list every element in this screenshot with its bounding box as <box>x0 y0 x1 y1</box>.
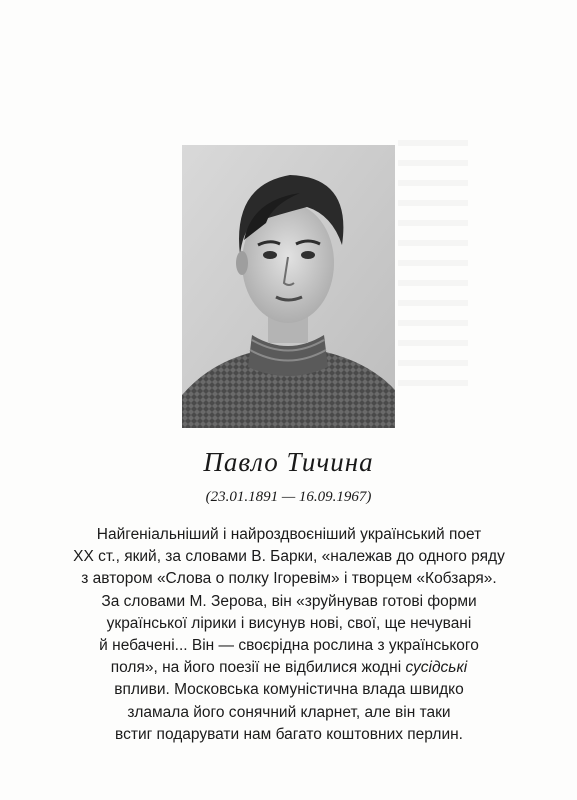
bio-line: й небачені... Він — своєрідна рослина з українського <box>99 637 479 655</box>
poet-name: Павло Тичина <box>203 447 374 477</box>
bio-line <box>60 657 518 679</box>
bio-line: української лірики і висунув нові, свої, ще нечувані <box>106 614 472 632</box>
biography-paragraph <box>60 524 518 746</box>
life-dates: (23.01.1891 — 16.09.1967) <box>205 489 372 505</box>
bio-line: За словами М. Зерова, він «зруйнував готові форми <box>101 592 477 610</box>
portrait-photo <box>182 145 395 428</box>
bio-line: XX ст., який, за словами В. Барки, «належав до одного ряду <box>73 548 505 566</box>
bleed-through-texture <box>398 140 468 400</box>
bio-line: Найгеніальніший і найроздвоєніший український поет <box>96 526 482 543</box>
bio-emphasis: сусідські <box>405 659 468 677</box>
bio-text: поля», на його поезії не відбилися жодні <box>110 659 406 677</box>
bio-line: встиг подарувати нам багато коштовних перлин. <box>115 725 463 743</box>
bio-line: впливи. Московська комуністична влада швидко <box>114 681 464 699</box>
bio-line: зламала його сонячний кларнет, але він таки <box>127 703 451 721</box>
bio-line: з автором «Слова о полку Ігоревім» і творцем «Кобзаря». <box>81 570 497 588</box>
